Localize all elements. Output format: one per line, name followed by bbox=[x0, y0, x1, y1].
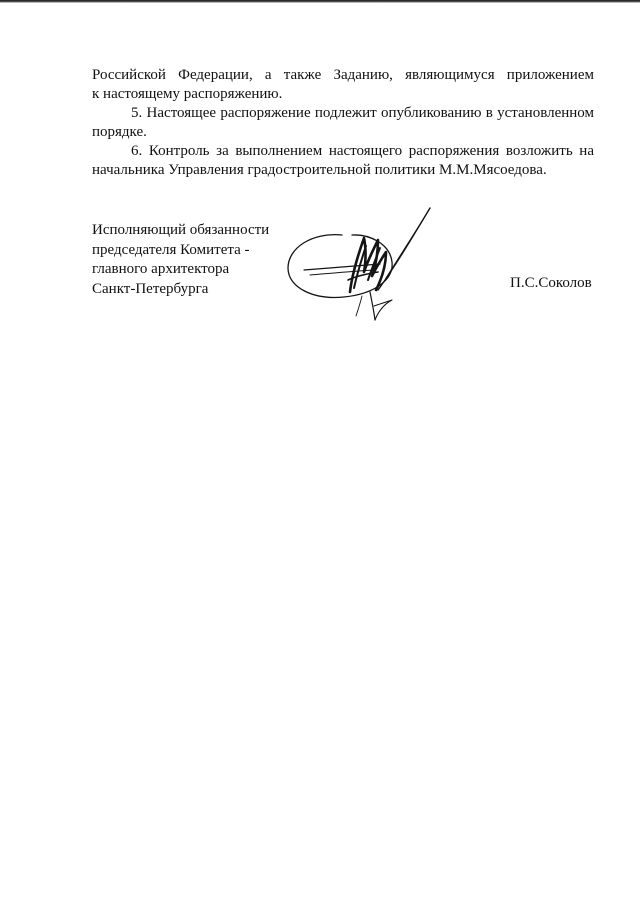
paragraph-6-line-1: 6. Контроль за выполнением настоящего распоряжения возложить на bbox=[131, 143, 594, 159]
paragraph-1-line-2: к настоящему распоряжению. bbox=[92, 86, 283, 102]
signatory-name: П.С.Соколов bbox=[510, 275, 592, 291]
paragraph-1-line-1: Российской Федерации, а также Заданию, являющимуся приложением bbox=[92, 67, 594, 83]
paragraph-5-line-1: 5. Настоящее распоряжение подлежит опубликованию в установленном bbox=[131, 105, 594, 121]
handwritten-signature bbox=[282, 200, 437, 325]
signatory-title bbox=[92, 221, 269, 299]
paragraph-5-line-2: порядке. bbox=[92, 124, 147, 140]
signatory-title-line: Санкт-Петербурга bbox=[92, 280, 209, 297]
paragraph-6-line-2: начальника Управления градостроительной политики М.М.Мясоедова. bbox=[92, 162, 547, 178]
signatory-title-line: главного архитектора bbox=[92, 261, 230, 277]
signatory-title-line: председателя Комитета - bbox=[92, 241, 250, 258]
signatory-title-line: Исполняющий обязанности bbox=[92, 222, 270, 238]
